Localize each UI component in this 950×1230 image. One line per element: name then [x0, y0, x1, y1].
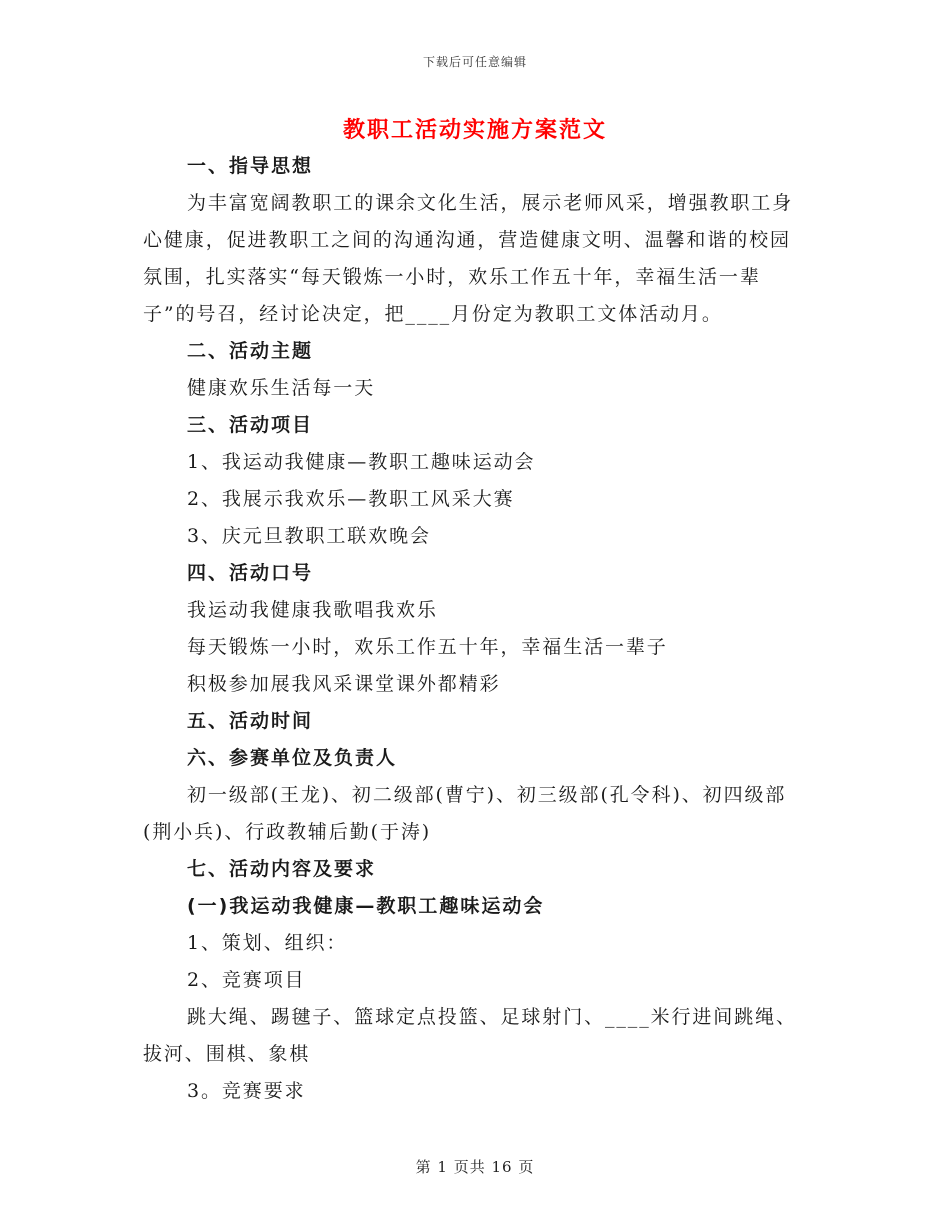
list-item-slogan: 我运动我健康我歌唱我欢乐 — [187, 599, 438, 621]
paragraph-units: 初一级部(王龙)、初二级部(曹宁)、初三级部(孔令科)、初四级部(荆小兵)、行政教辅后勤(于涛) — [143, 784, 787, 843]
list-item-content: 1、策划、组织： — [187, 932, 348, 954]
list-item-slogan: 每天锻炼一小时，欢乐工作五十年，幸福生活一辈子 — [187, 636, 668, 658]
paragraph-guiding-thought: 为丰富宽阔教职工的课余文化生活，展示老师风采，增强教职工身心健康，促进教职工之间的沟通沟通，营造健康文明、温馨和谐的校园氛围，扎实落实“每天锻炼一小时，欢乐工作五十年，幸福生活一辈子”的号召，经讨论决定，把____月份定为教职工文体活动月。 — [143, 192, 794, 325]
section-heading-slogans: 四、活动口号 — [187, 562, 314, 584]
section-heading-guiding-thought: 一、指导思想 — [187, 155, 314, 177]
list-item-content: 2、竞赛项目 — [187, 969, 306, 991]
document-body — [143, 148, 811, 1110]
list-item-requirements: 3。竞赛要求 — [187, 1080, 306, 1102]
section-heading-projects: 三、活动项目 — [187, 414, 314, 436]
paragraph-theme: 健康欢乐生活每一天 — [187, 377, 376, 399]
list-item-project: 2、我展示我欢乐—教职工风采大赛 — [187, 488, 515, 510]
paragraph-events: 跳大绳、踢毽子、篮球定点投篮、足球射门、____米行进间跳绳、拔河、围棋、象棋 — [143, 1006, 797, 1065]
header-note: 下载后可任意编辑 — [422, 55, 527, 69]
document-title: 教职工活动实施方案范文 — [342, 118, 607, 143]
section-heading-time: 五、活动时间 — [187, 710, 314, 732]
section-heading-theme: 二、活动主题 — [187, 340, 314, 362]
list-item-project: 1、我运动我健康—教职工趣味运动会 — [187, 451, 536, 473]
page-footer: 第 1 页共 16 页 — [415, 1158, 535, 1176]
section-heading-content: 七、活动内容及要求 — [187, 858, 377, 880]
sub-heading-sports-meet: (一)我运动我健康—教职工趣味运动会 — [187, 895, 545, 917]
list-item-slogan: 积极参加展我风采课堂课外都精彩 — [187, 673, 501, 695]
section-heading-units: 六、参赛单位及负责人 — [187, 747, 398, 769]
list-item-project: 3、庆元旦教职工联欢晚会 — [187, 525, 431, 547]
